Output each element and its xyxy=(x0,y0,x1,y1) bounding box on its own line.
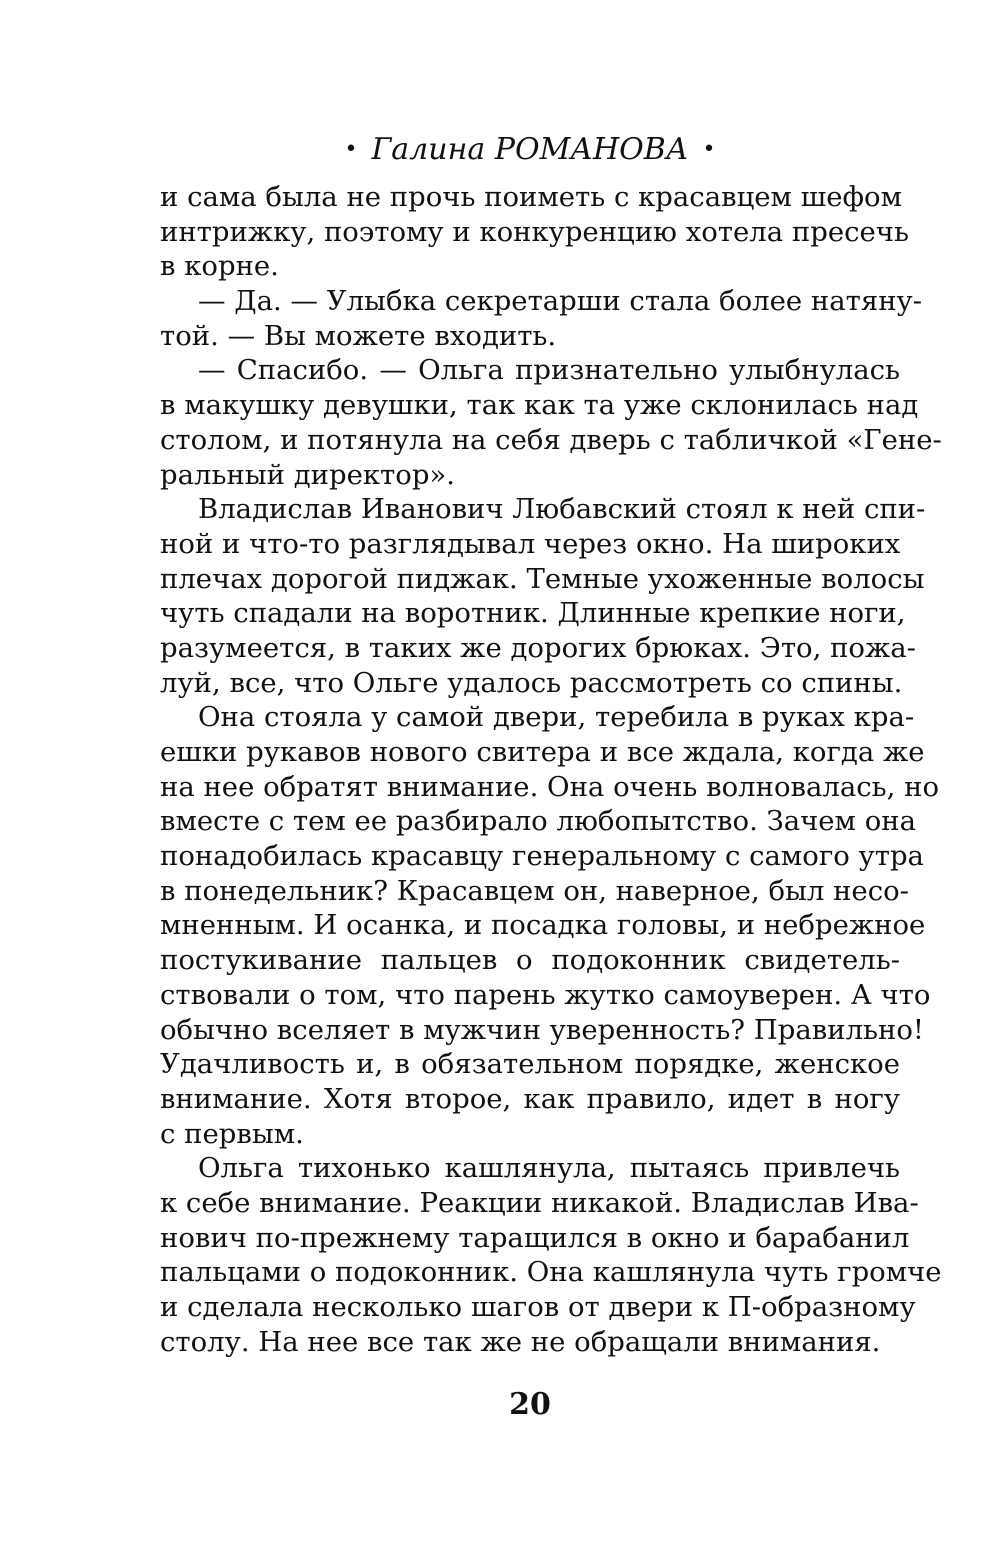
text-line: интрижку, поэтому и конкуренцию хотела пресечь xyxy=(160,215,909,248)
page-number: 20 xyxy=(509,1387,551,1422)
text-line: Владислав Иванович Любавский стоял к ней спи- xyxy=(198,493,926,526)
bullet-left: • xyxy=(344,137,358,162)
text-line: вместе с тем ее разбирало любопытство. Зачем она xyxy=(160,805,916,838)
text-line: понадобилась красавцу генеральному с самого утра xyxy=(160,840,924,873)
text-line: той. — Вы можете входить. xyxy=(160,319,557,352)
text-line: в макушку девушки, так как та уже склонилась над xyxy=(160,389,919,422)
text-line: внимание. Хотя второе, как правило, идет в ногу xyxy=(160,1082,900,1115)
running-head xyxy=(160,130,900,170)
text-line: и сделала несколько шагов от двери к П-образному xyxy=(160,1291,916,1323)
text-line: нович по-прежнему таращился в окно и барабанил xyxy=(160,1221,910,1254)
text-line: ешки рукавов нового свитера и все ждала, когда же xyxy=(160,736,925,768)
text-line: луй, все, что Ольге удалось рассмотреть со спины. xyxy=(160,666,903,699)
text-line: мненным. И осанка, и посадка головы, и небрежное xyxy=(160,909,926,942)
text-line: — Спасибо. — Ольга признательно улыбнулась xyxy=(198,354,900,387)
text-line: Она стояла у самой двери, теребила в руках кра- xyxy=(198,701,915,734)
text-line: Ольга тихонько кашлянула, пытаясь привлечь xyxy=(198,1152,900,1185)
text-line: и сама была не прочь поиметь с красавцем шефом xyxy=(160,181,902,213)
text-line: разумеется, в таких же дорогих брюках. Это, пожа- xyxy=(160,631,916,664)
bullet-right: • xyxy=(702,137,716,162)
text-line: в корне. xyxy=(160,250,279,283)
text-line: столу. На нее все так же не обращали внимания. xyxy=(160,1325,881,1358)
text-line: Удачливость и, в обязательном порядке, женское xyxy=(160,1048,900,1081)
text-line: — Да. — Улыбка секретарши стала более натяну- xyxy=(198,285,922,318)
text-line: ной и что-то разглядывал через окно. На широких xyxy=(160,527,901,560)
text-line: пальцами о подоконник. Она кашлянула чуть громче xyxy=(160,1256,942,1289)
text-line: к себе внимание. Реакции никакой. Владислав Ива- xyxy=(160,1186,919,1219)
text-line: чуть спадали на воротник. Длинные крепкие ноги, xyxy=(160,597,906,630)
text-line: ствовали о том, что парень жутко самоуверен. А что xyxy=(160,978,931,1011)
body-text xyxy=(160,180,942,1359)
text-line: с первым. xyxy=(160,1117,304,1150)
author-name: Галина РОМАНОВА xyxy=(371,132,689,167)
text-line: ральный директор». xyxy=(160,458,455,491)
text-line: столом, и потянула на себя дверь с табличкой «Гене- xyxy=(160,423,942,456)
text-line: в понедельник? Красавцем он, наверное, был несо- xyxy=(160,874,909,907)
text-line: на нее обратят внимание. Она очень волновалась, но xyxy=(160,770,939,803)
text-line: обычно вселяет в мужчин уверенность? Правильно! xyxy=(160,1013,924,1046)
text-line: постукивание пальцев о подоконник свидетель- xyxy=(160,944,900,977)
text-line: плечах дорогой пиджак. Темные ухоженные волосы xyxy=(160,562,925,595)
